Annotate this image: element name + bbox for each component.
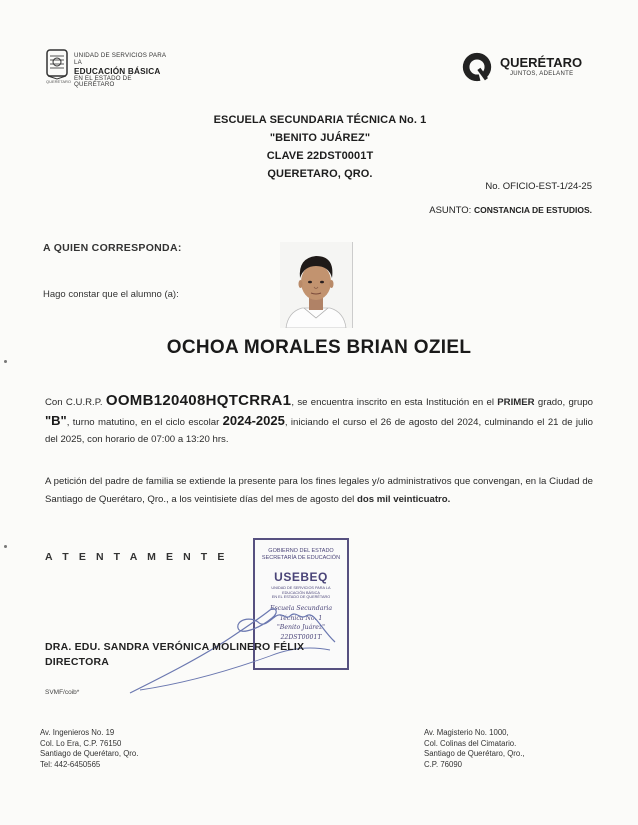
student-photo-illustration bbox=[280, 242, 352, 328]
curp-value: OOMB120408HQTCRRA1 bbox=[105, 392, 292, 409]
request-paragraph bbox=[45, 473, 593, 508]
school-alias: "BENITO JUÁREZ" bbox=[269, 132, 371, 144]
reference-initials: SVMF/coib* bbox=[45, 689, 80, 696]
p1-text-2: , se encuentra inscrito en esta Institución en el bbox=[291, 397, 494, 408]
school-location: QUERETARO, QRO. bbox=[267, 168, 373, 180]
asunto-label: ASUNTO: bbox=[429, 205, 472, 216]
signatory-block bbox=[45, 640, 304, 670]
p1-text-3: grado, grupo bbox=[537, 397, 593, 408]
usebeq-caption: QUERÉTARO bbox=[46, 79, 72, 84]
student-photo bbox=[280, 242, 353, 328]
group-value: "B" bbox=[45, 412, 67, 428]
p1-text-5: , iniciando el curso el 26 de agosto del 2024, culminando el 21 de julio del 2025, con horario de 07:00 a 13:20 hrs. bbox=[45, 416, 593, 445]
p2-year: dos mil veinticuatro. bbox=[357, 493, 451, 505]
asunto bbox=[429, 205, 592, 216]
closing: A T E N T A M E N T E bbox=[45, 551, 228, 563]
intro-text: Hago constar que el alumno (a): bbox=[43, 289, 179, 300]
scan-dot bbox=[4, 545, 7, 548]
school-cycle: 2024-2025 bbox=[222, 412, 285, 428]
queretaro-logo bbox=[460, 49, 600, 87]
oficio-number: No. OFICIO-EST-1/24-25 bbox=[485, 181, 592, 192]
scan-dot bbox=[4, 360, 7, 363]
stamp-usebeq: USEBEQ bbox=[274, 570, 328, 584]
footer-address-right: Av. Magisterio No. 1000, Col. Colinas del Cimatario. Santiago de Querétaro, Qro., C.P. 76090 bbox=[424, 728, 525, 769]
stamp-school: Escuela Secundaria Técnica No. 1 "Benito Juárez" 22DST0001T bbox=[269, 605, 333, 641]
queretaro-q-icon bbox=[460, 49, 494, 85]
school-name: ESCUELA SECUNDARIA TÉCNICA No. 1 bbox=[213, 114, 427, 126]
signatory-title: DIRECTORA bbox=[45, 656, 110, 668]
school-clave: CLAVE 22DST0001T bbox=[266, 150, 374, 162]
stamp-subtitle: UNIDAD DE SERVICIOS PARA LA EDUCACIÓN BÁSICA EN EL ESTADO DE QUERÉTARO bbox=[271, 586, 331, 599]
student-name: OCHOA MORALES BRIAN OZIEL bbox=[166, 337, 472, 358]
usebeq-text: UNIDAD DE SERVICIOS PARA LA EDUCACIÓN BÁSICA EN EL ESTADO DE QUERÉTARO bbox=[74, 52, 166, 89]
queretaro-name: QUERÉTARO bbox=[500, 55, 583, 70]
footer-address-left: Av. Ingenieros No. 19 Col. Lo Era, C.P. 76150 Santiago de Querétaro, Qro. Tel: 442-6450565 bbox=[40, 728, 139, 769]
usebeq-logo bbox=[44, 48, 174, 89]
asunto-value: CONSTANCIA DE ESTUDIOS. bbox=[473, 205, 592, 215]
p1-text-1: Con C.U.R.P. bbox=[45, 397, 103, 408]
p1-text-4: , turno matutino, en el ciclo escolar bbox=[66, 416, 220, 428]
stamp-header: GOBIERNO DEL ESTADO SECRETARÍA DE EDUCACIÓN bbox=[261, 548, 341, 561]
enrollment-paragraph bbox=[45, 392, 593, 449]
queretaro-slogan: JUNTOS, ADELANTE bbox=[510, 71, 574, 77]
grade-value: PRIMER bbox=[497, 397, 535, 408]
state-emblem-icon bbox=[44, 48, 70, 80]
p2-text: A petición del padre de familia se extiende la presente para los fines legales y/o administrativos que convengan, en la Ciudad de Santiago de Querétaro, Qro., a los veintisiete días del mes de agosto del bbox=[45, 476, 593, 505]
salutation: A QUIEN CORRESPONDA: bbox=[43, 242, 182, 254]
signatory-name: DRA. EDU. SANDRA VERÓNICA MOLINERO FÉLIX bbox=[45, 641, 305, 653]
